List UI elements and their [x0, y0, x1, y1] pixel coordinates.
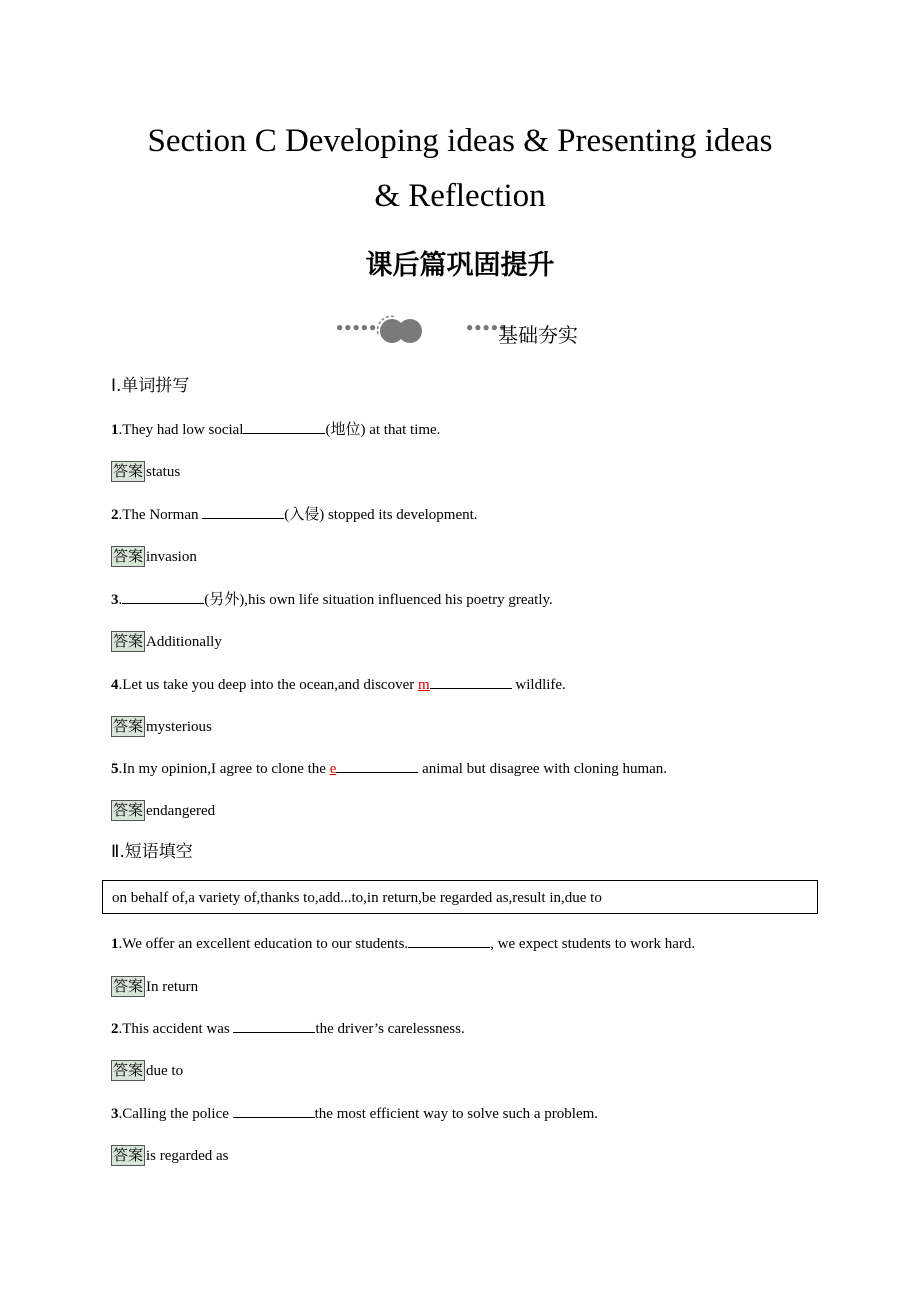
question-3: [111, 589, 553, 610]
title-line-1: Section C Developing ideas & Presenting ideas: [147, 123, 773, 159]
hint-letter: m: [417, 677, 430, 693]
phrase-bank-box: on behalf of,a variety of,thanks to,add...to,in return,be regarded as,result in,due to: [102, 880, 818, 914]
question-text: , we expect students to work hard.: [490, 936, 696, 952]
answer-badge: 答案: [113, 801, 144, 819]
question-number: 4: [111, 677, 119, 693]
answer-blank: [233, 1103, 315, 1118]
answer-badge: 答案: [113, 1061, 144, 1079]
question-2: [111, 1018, 465, 1039]
question-number: 2: [111, 1021, 119, 1037]
answer-1: [111, 461, 180, 482]
question-1: [111, 933, 695, 954]
question-text: (入侵) stopped its development.: [284, 507, 478, 523]
answer-blank: [336, 758, 418, 773]
answer-5: [111, 800, 215, 821]
answer-2: [111, 1060, 183, 1081]
answer-text: mysterious: [146, 719, 212, 735]
answer-4: [111, 716, 212, 737]
question-4: [111, 674, 566, 695]
question-text: animal but disagree with cloning human.: [418, 761, 668, 777]
question-number: 1: [111, 936, 119, 952]
question-5: [111, 758, 667, 779]
banner-label: 基础夯实: [498, 323, 578, 347]
answer-text: In return: [146, 979, 199, 995]
question-1: [111, 419, 440, 440]
answer-text: status: [146, 464, 181, 480]
answer-text: due to: [146, 1063, 184, 1079]
question-text: .Let us take you deep into the ocean,and discover: [118, 677, 418, 693]
title-line-2: & Reflection: [374, 178, 546, 214]
answer-blank: [408, 933, 490, 948]
answer-text: Additionally: [146, 634, 222, 650]
dots-decoration: ●●●●●: [336, 320, 378, 334]
question-3: [111, 1103, 598, 1124]
answer-blank: [122, 589, 204, 604]
answer-1: [111, 976, 198, 997]
question-text: .The Norman: [118, 507, 203, 523]
answer-blank: [430, 674, 512, 689]
question-text: .They had low social: [118, 422, 244, 438]
question-text: (地位) at that time.: [325, 422, 441, 438]
question-text: .: [118, 592, 123, 608]
answer-text: endangered: [146, 803, 216, 819]
answer-badge: 答案: [113, 977, 144, 995]
question-text: .This accident was: [118, 1021, 234, 1037]
answer-blank: [233, 1018, 315, 1033]
section1-heading: Ⅰ.单词拼写: [111, 376, 190, 396]
answer-blank: [243, 419, 325, 434]
question-text: .Calling the police: [118, 1106, 233, 1122]
subtitle: 课后篇巩固提升: [365, 250, 555, 281]
circles-logo-icon: [374, 314, 426, 346]
answer-2: [111, 546, 197, 567]
answer-badge: 答案: [113, 547, 144, 565]
question-text: (另外),his own life situation influenced his poetry greatly.: [204, 592, 553, 608]
answer-3: [111, 631, 222, 652]
question-text: the most efficient way to solve such a problem.: [314, 1106, 599, 1122]
question-text: wildlife.: [511, 677, 566, 693]
answer-blank: [202, 504, 284, 519]
answer-text: invasion: [146, 549, 197, 565]
answer-3: [111, 1145, 228, 1166]
section2-heading: Ⅱ.短语填空: [111, 842, 193, 862]
question-number: 3: [111, 592, 119, 608]
question-text: .In my opinion,I agree to clone the: [118, 761, 330, 777]
question-text: .We offer an excellent education to our students.: [118, 936, 409, 952]
question-number: 3: [111, 1106, 119, 1122]
question-number: 2: [111, 507, 119, 523]
question-text: the driver’s carelessness.: [315, 1021, 465, 1037]
hint-letter: e: [329, 761, 337, 777]
answer-badge: 答案: [113, 462, 144, 480]
answer-badge: 答案: [113, 717, 144, 735]
dots-decoration: ●●●●●: [466, 320, 508, 334]
answer-badge: 答案: [113, 632, 144, 650]
answer-text: is regarded as: [146, 1148, 229, 1164]
section-banner: [336, 314, 596, 346]
question-2: [111, 504, 478, 525]
answer-badge: 答案: [113, 1146, 144, 1164]
question-number: 5: [111, 761, 119, 777]
question-number: 1: [111, 422, 119, 438]
